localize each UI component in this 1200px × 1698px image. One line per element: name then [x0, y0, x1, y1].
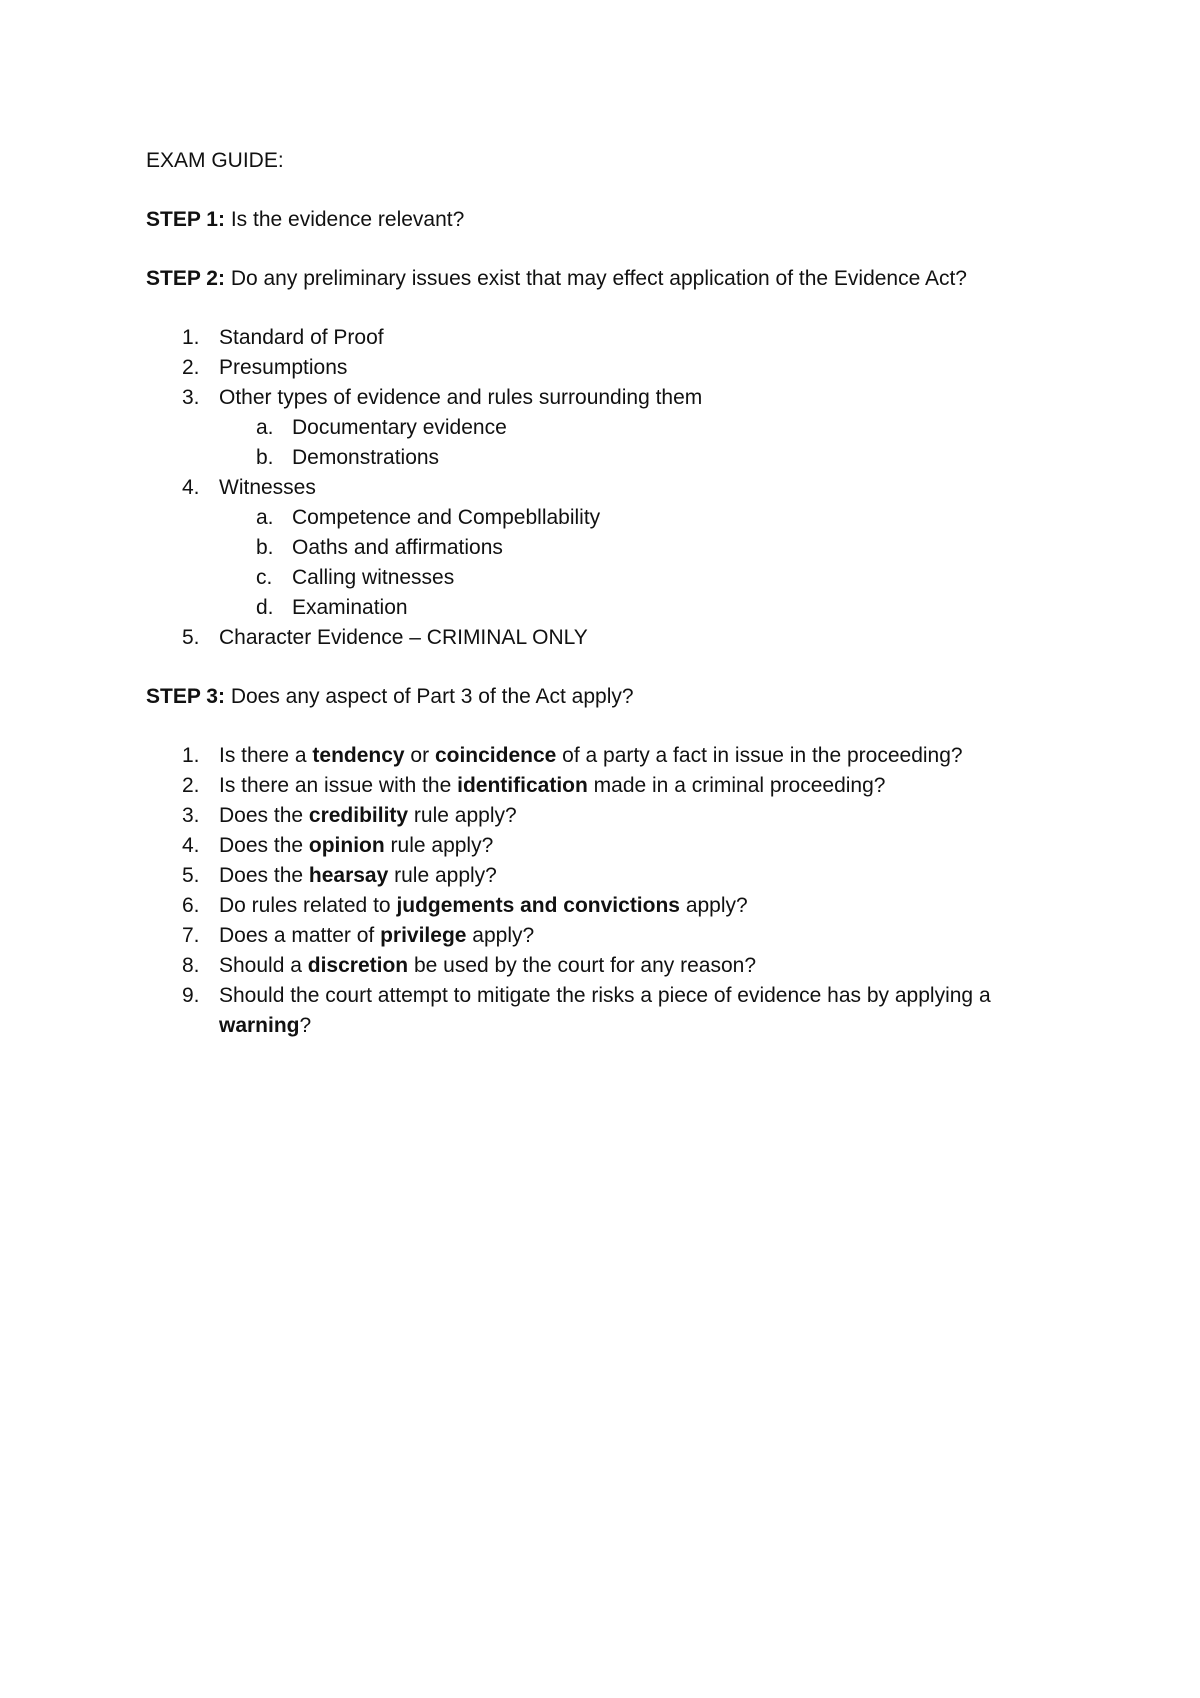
- list-item-text: made in a criminal proceeding?: [587, 774, 886, 797]
- list-item-text: Character Evidence – CRIMINAL ONLY: [219, 626, 588, 649]
- key-term: privilege: [380, 924, 467, 947]
- list-item-text: Do rules related to: [219, 894, 397, 917]
- step-2-text: Do any preliminary issues exist that may effect application of the Evidence Act?: [224, 267, 967, 290]
- sub-list-item-text: Oaths and affirmations: [292, 536, 503, 559]
- step-3-text: Does any aspect of Part 3 of the Act apply?: [224, 685, 634, 708]
- list-number: 6.: [182, 894, 200, 917]
- list-number: 5.: [182, 864, 200, 887]
- step-2-label: STEP 2:: [146, 267, 225, 290]
- list-item: [146, 801, 1086, 831]
- step-1: [146, 205, 1086, 235]
- list-item-text: Is there an issue with the: [219, 774, 458, 797]
- step-3: [146, 682, 1086, 712]
- sub-list-item-text: Calling witnesses: [292, 566, 455, 589]
- sub-list: [219, 503, 1086, 623]
- list-item-text: Should the court attempt to mitigate the risks a piece of evidence has by applying a: [219, 984, 991, 1007]
- list-item-text: be used by the court for any reason?: [408, 954, 756, 977]
- sub-list-item-text: Demonstrations: [292, 446, 440, 469]
- list-item-text: Other types of evidence and rules surrounding them: [219, 386, 703, 409]
- list-number: 7.: [182, 924, 200, 947]
- sub-list-letter: d.: [256, 596, 274, 619]
- list-item-text: ?: [299, 1014, 312, 1037]
- list-item: [146, 771, 1086, 801]
- list-item: [146, 353, 1086, 383]
- sub-list-letter: a.: [256, 506, 274, 529]
- sub-list-item-text: Examination: [292, 596, 408, 619]
- list-number: 4.: [182, 834, 200, 857]
- list-number: 2.: [182, 356, 200, 379]
- list-item: [146, 831, 1086, 861]
- list-number: 5.: [182, 626, 200, 649]
- page-title: EXAM GUIDE:: [146, 149, 284, 172]
- key-term: discretion: [307, 954, 409, 977]
- step-2-list: [146, 323, 1086, 653]
- list-item-text: Standard of Proof: [219, 326, 384, 349]
- sub-list-item: [219, 503, 1086, 533]
- key-term: hearsay: [308, 864, 389, 887]
- list-number: 9.: [182, 984, 200, 1007]
- list-number: 3.: [182, 804, 200, 827]
- sub-list-letter: b.: [256, 446, 274, 469]
- list-item-text: Does the: [219, 864, 309, 887]
- sub-list-item: [219, 593, 1086, 623]
- list-item: [146, 951, 1086, 981]
- list-number: 8.: [182, 954, 200, 977]
- list-item: [146, 383, 1086, 473]
- key-term: warning: [219, 1014, 300, 1037]
- sub-list-letter: c.: [256, 566, 273, 589]
- list-item-text: Witnesses: [219, 476, 316, 499]
- list-item: [146, 861, 1086, 891]
- sub-list-letter: a.: [256, 416, 274, 439]
- sub-list-item-text: Documentary evidence: [292, 416, 507, 439]
- list-item-text: Does the: [219, 834, 309, 857]
- key-term: credibility: [308, 804, 409, 827]
- list-number: 3.: [182, 386, 200, 409]
- list-item-text: Should a: [219, 954, 308, 977]
- list-item-text: rule apply?: [384, 834, 494, 857]
- step-1-label: STEP 1:: [146, 208, 225, 231]
- step-1-text: Is the evidence relevant?: [224, 208, 465, 231]
- list-item-text: Does the: [219, 804, 309, 827]
- list-item-text: apply?: [679, 894, 748, 917]
- sub-list-letter: b.: [256, 536, 274, 559]
- key-term: identification: [457, 774, 588, 797]
- sub-list: [219, 413, 1086, 473]
- sub-list-item: [219, 413, 1086, 443]
- list-item: [146, 473, 1086, 623]
- list-number: 2.: [182, 774, 200, 797]
- sub-list-item: [219, 563, 1086, 593]
- document-content: [146, 146, 1086, 1070]
- step-3-label: STEP 3:: [146, 685, 225, 708]
- list-item: [146, 741, 1086, 771]
- list-item-text: apply?: [466, 924, 535, 947]
- list-item: [146, 981, 1086, 1041]
- sub-list-item: [219, 533, 1086, 563]
- sub-list-item-text: Competence and Compebllability: [292, 506, 601, 529]
- list-item-text: of a party a fact in issue in the proceeding?: [556, 744, 963, 767]
- step-3-list: [146, 741, 1086, 1041]
- list-item-text: rule apply?: [408, 804, 517, 827]
- list-item-text: or: [404, 744, 435, 767]
- list-item: [146, 921, 1086, 951]
- key-term: coincidence: [434, 744, 557, 767]
- list-item-text: rule apply?: [388, 864, 497, 887]
- key-term: opinion: [308, 834, 385, 857]
- list-number: 4.: [182, 476, 200, 499]
- list-number: 1.: [182, 326, 200, 349]
- list-item: [146, 623, 1086, 653]
- step-2: [146, 264, 1086, 294]
- sub-list-item: [219, 443, 1086, 473]
- list-number: 1.: [182, 744, 200, 767]
- list-item-text: Is there a: [219, 744, 313, 767]
- list-item: [146, 323, 1086, 353]
- list-item: [146, 891, 1086, 921]
- key-term: judgements and convictions: [396, 894, 680, 917]
- list-item-text: Does a matter of: [219, 924, 381, 947]
- key-term: tendency: [312, 744, 405, 767]
- list-item-text: Presumptions: [219, 356, 348, 379]
